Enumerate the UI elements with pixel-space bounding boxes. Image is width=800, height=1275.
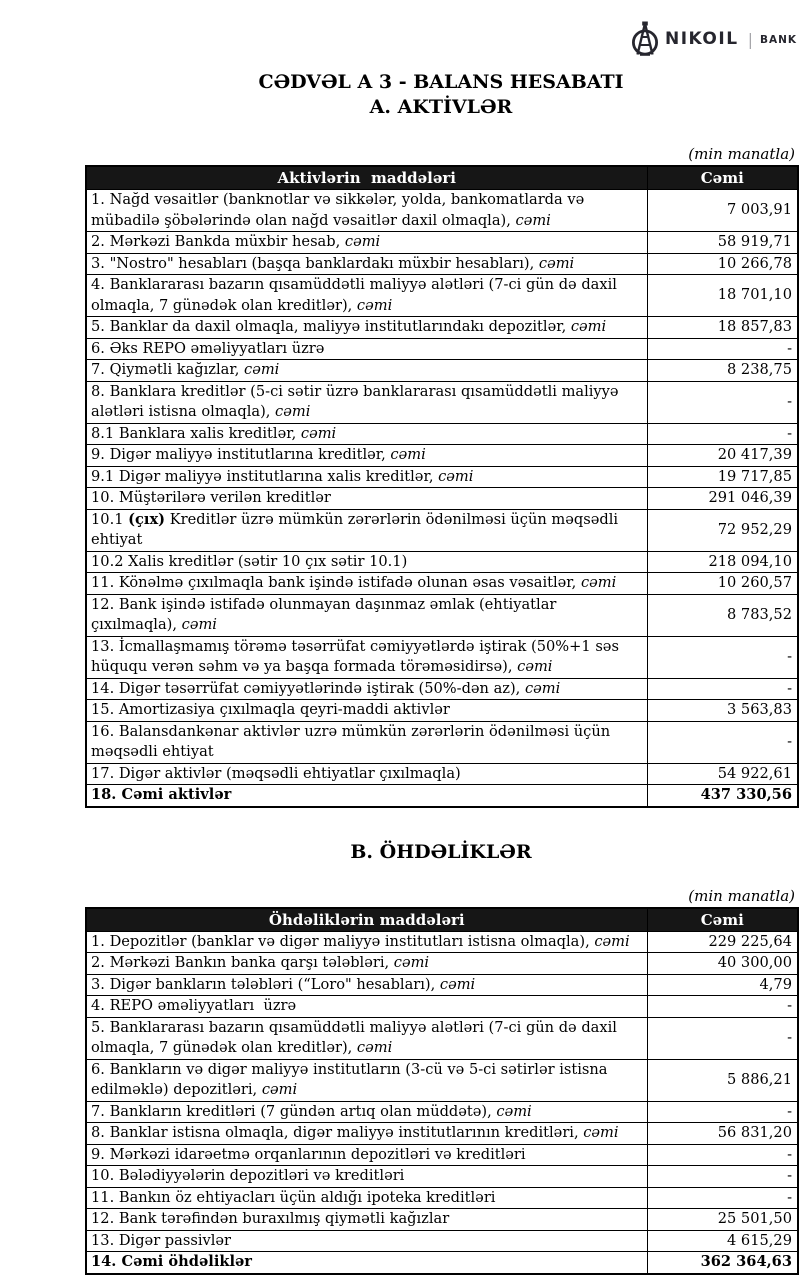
row-label [86, 700, 647, 722]
row-label [86, 253, 647, 275]
row-label-italic-part: cəmi [181, 616, 217, 633]
row-label [86, 1017, 647, 1059]
row-label-text: 9. Mərkəzi idarəetmə orqanlarının depozitləri və kreditləri [91, 1145, 526, 1163]
table-row [86, 721, 798, 763]
row-label [86, 974, 647, 996]
table-row [86, 232, 798, 254]
table-row [86, 1144, 798, 1166]
logo-name: NIKOIL [664, 29, 739, 49]
row-value: 20 417,39 [647, 445, 798, 467]
row-label [86, 573, 647, 595]
liabilities-items-column-header: Öhdəliklərin maddələri [86, 908, 647, 932]
row-label-text: 8.1 Banklara xalis kreditlər, [91, 424, 301, 442]
row-value: 56 831,20 [647, 1123, 798, 1145]
row-label [86, 1123, 647, 1145]
row-label-italic-part: cəmi [496, 1102, 532, 1120]
table-row [86, 509, 798, 551]
table-row [86, 636, 798, 678]
row-label-italic-part: cəmi [275, 403, 311, 420]
table-row [86, 996, 798, 1018]
table-row [86, 1230, 798, 1252]
row-value: - [647, 1017, 798, 1059]
table-row [86, 1123, 798, 1145]
row-label-italic-part: cəmi [517, 658, 553, 675]
row-label [86, 1209, 647, 1231]
row-label [86, 317, 647, 339]
row-label-text: 7. Bankların kreditləri (7 gündən artıq olan müddətə), [91, 1102, 497, 1120]
row-label [86, 1101, 647, 1123]
row-label [86, 360, 647, 382]
row-value: 4 615,29 [647, 1230, 798, 1252]
row-value: 58 919,71 [647, 232, 798, 254]
row-value: - [647, 721, 798, 763]
table-row [86, 317, 798, 339]
row-label-text: 6. Əks REPO əməliyyatları üzrə [91, 339, 325, 357]
row-label [86, 381, 647, 423]
table-row [86, 423, 798, 445]
assets-header-row [86, 166, 798, 190]
table-row [86, 594, 798, 636]
row-label-italic-part: cəmi [583, 1124, 619, 1141]
table-row [86, 573, 798, 595]
assets-table [85, 165, 799, 808]
row-label-italic-part: cəmi [515, 211, 551, 229]
row-label [86, 488, 647, 510]
row-label [86, 636, 647, 678]
logo-row [85, 0, 797, 58]
row-label-text: Kreditlər üzrə mümkün zərərlərin ödənilməsi üçün məqsədli ehtiyat [91, 510, 623, 548]
row-label [86, 953, 647, 975]
logo-separator: | [747, 29, 753, 49]
document-page [85, 0, 797, 1275]
row-label-text: 5. Banklararası bazarın qısamüddətli maliyyə alətləri (7-ci gün də daxil olmaqla, 7 günədək olan kreditlər), [91, 1018, 622, 1056]
table-row [86, 338, 798, 360]
row-label-text: 13. Digər passivlər [91, 1231, 232, 1249]
table-row [86, 785, 798, 807]
row-value: - [647, 1101, 798, 1123]
row-value: - [647, 1144, 798, 1166]
row-label-italic-part: cəmi [524, 679, 561, 697]
row-value: - [647, 423, 798, 445]
section-a-title: A. AKTİVLƏR [369, 96, 513, 118]
oil-derrick-icon [631, 21, 659, 57]
row-label-text: 3. Digər bankların tələbləri (“Loro" hesabları), [91, 975, 440, 993]
row-label-text: 8. Banklara kreditlər (5-ci sətir üzrə banklararası qısamüddətli maliyyə alətləri istisna olmaqla), [91, 382, 624, 420]
row-label-text: 17. Digər aktivlər (məqsədli ehtiyatlar çıxılmaqla) [91, 764, 461, 782]
row-label-text: 11. Bankın öz ehtiyacları üçün aldığı ipoteka kreditləri [91, 1188, 496, 1206]
row-label-italic-part: cəmi [538, 254, 575, 272]
row-value: 437 330,56 [647, 785, 798, 807]
row-label-text: 1. Depozitlər (banklar və digər maliyyə institutları istisna olmaqla), [91, 932, 595, 950]
row-label [86, 423, 647, 445]
row-label-text: 9.1 Digər maliyyə institutlarına xalis kreditlər, [91, 467, 439, 485]
row-label-bold-part: (çıx) [128, 510, 166, 528]
row-value: 218 094,10 [647, 551, 798, 573]
row-value: 19 717,85 [647, 466, 798, 488]
table-row [86, 1059, 798, 1101]
row-label-text: 10. Bələdiyyələrin depozitləri və kreditləri [91, 1167, 405, 1184]
row-label-italic-part: cəmi [300, 424, 337, 442]
row-label-italic-part: cəmi [261, 1081, 298, 1098]
row-value: - [647, 338, 798, 360]
row-label-italic-part: cəmi [356, 1039, 393, 1056]
row-label-text: 12. Bank tərəfindən buraxılmış qiymətli kağızlar [91, 1210, 450, 1227]
row-value: 18 701,10 [647, 275, 798, 317]
report-title: CƏDVƏL A 3 - BALANS HESABATI [258, 71, 624, 93]
table-row [86, 931, 798, 953]
table-row [86, 974, 798, 996]
row-label-italic-part: cəmi [570, 318, 607, 335]
table-row [86, 190, 798, 232]
row-value: 25 501,50 [647, 1209, 798, 1231]
row-label-text: 2. Mərkəzi Bankda müxbir hesab, [91, 233, 345, 250]
row-value: 8 238,75 [647, 360, 798, 382]
row-label-text: 14. Cəmi öhdəliklər [91, 1253, 252, 1270]
row-label [86, 190, 647, 232]
row-label-italic-part: cəmi [244, 361, 280, 378]
row-label-italic-part: cəmi [356, 296, 393, 314]
table-row [86, 1209, 798, 1231]
table-row [86, 445, 798, 467]
row-label [86, 509, 647, 551]
row-label [86, 232, 647, 254]
table-row [86, 953, 798, 975]
row-value: - [647, 678, 798, 700]
currency-note-liabilities: (min manatla) [688, 886, 795, 905]
row-label [86, 996, 647, 1018]
table-row [86, 1101, 798, 1123]
row-label-text: 2. Mərkəzi Bankın banka qarşı tələbləri, [91, 954, 394, 971]
liabilities-header-row [86, 908, 798, 932]
title-block [85, 70, 797, 120]
liabilities-table [85, 907, 799, 1275]
row-value: - [647, 996, 798, 1018]
row-label [86, 1230, 647, 1252]
row-label [86, 1166, 647, 1188]
table-row [86, 360, 798, 382]
row-value: 40 300,00 [647, 953, 798, 975]
row-value: - [647, 636, 798, 678]
row-label-italic-part: cəmi [594, 932, 630, 950]
row-label-text: 13. İcmallaşmamış törəmə təsərrüfat cəmiyyətlərdə iştirak (50%+1 səs hüququ verən səhm və ya başqa formada törəməsidirsə), [91, 637, 624, 675]
row-label-text: 3. "Nostro" hesabları (başqa banklardakı müxbir hesabları), [91, 254, 539, 272]
table-row [86, 1187, 798, 1209]
row-label [86, 1187, 647, 1209]
row-value: 10 260,57 [647, 573, 798, 595]
row-label-text: 4. Banklararası bazarın qısamüddətli maliyyə alətləri (7-ci gün də daxil olmaqla, 7 günədək olan kreditlər), [91, 276, 622, 314]
row-label-text: 11. Könəlmə çıxılmaqla bank işində istifadə olunan əsas vəsaitlər, [91, 574, 581, 591]
row-value: - [647, 1187, 798, 1209]
logo-unit-label: BANK [759, 34, 797, 46]
table-row [86, 275, 798, 317]
row-label-text: 5. Banklar da daxil olmaqla, maliyyə institutlarındakı depozitlər, [91, 318, 571, 335]
assets-total-column-header: Cəmi [647, 166, 798, 190]
table-row [86, 1252, 798, 1274]
row-label-italic-part: cəmi [580, 574, 617, 591]
row-value: - [647, 381, 798, 423]
row-label-italic-part: cəmi [344, 233, 381, 250]
row-label [86, 445, 647, 467]
row-label [86, 721, 647, 763]
row-label [86, 466, 647, 488]
table-row [86, 678, 798, 700]
row-label-text: 1. Nağd vəsaitlər (banknotlar və sikkələr, yolda, bankomatlarda və mübadilə şöbələrində olan nağd vəsaitlər daxil olmaqla), [91, 191, 589, 229]
row-value: 7 003,91 [647, 190, 798, 232]
row-value: 4,79 [647, 974, 798, 996]
row-value: 5 886,21 [647, 1059, 798, 1101]
row-label-text: 10.1 [91, 510, 129, 528]
row-label [86, 275, 647, 317]
row-value: 10 266,78 [647, 253, 798, 275]
row-label-italic-part: cəmi [390, 446, 426, 463]
table-row [86, 381, 798, 423]
row-label [86, 931, 647, 953]
table-row [86, 253, 798, 275]
row-value: 18 857,83 [647, 317, 798, 339]
row-value: 72 952,29 [647, 509, 798, 551]
row-label-text: 8. Banklar istisna olmaqla, digər maliyyə institutlarının kreditləri, [91, 1124, 584, 1141]
assets-items-column-header: Aktivlərin maddələri [86, 166, 647, 190]
row-label-italic-part: cəmi [393, 954, 430, 971]
row-label [86, 594, 647, 636]
liabilities-total-column-header: Cəmi [647, 908, 798, 932]
row-value: 3 563,83 [647, 700, 798, 722]
row-value: - [647, 1166, 798, 1188]
table-row [86, 466, 798, 488]
row-label-italic-part: cəmi [438, 467, 474, 485]
row-label-text: 18. Cəmi aktivlər [91, 786, 232, 803]
row-label-text: 10.2 Xalis kreditlər (sətir 10 çıx sətir 10.1) [91, 552, 408, 570]
table-row [86, 700, 798, 722]
table-row [86, 1017, 798, 1059]
row-label [86, 1144, 647, 1166]
table-row [86, 763, 798, 785]
row-label-text: 9. Digər maliyyə institutlarına kreditlər, [91, 446, 391, 463]
currency-note-assets: (min manatla) [688, 145, 795, 163]
row-label-text: 14. Digər təsərrüfat cəmiyyətlərində iştirak (50%-dən az), [91, 679, 525, 697]
row-label-text: 4. REPO əməliyyatları üzrə [91, 997, 297, 1014]
row-label [86, 763, 647, 785]
table-row [86, 488, 798, 510]
nikoil-logo [631, 21, 797, 57]
row-label-text: 7. Qiymətli kağızlar, [91, 361, 245, 378]
row-label [86, 1252, 647, 1274]
row-value: 362 364,63 [647, 1252, 798, 1274]
row-label-text: 10. Müştərilərə verilən kreditlər [91, 489, 331, 506]
row-label-text: 6. Bankların və digər maliyyə institutların (3-cü və 5-ci sətirlər istisna edilməklə) depozitləri, [91, 1060, 613, 1098]
table-row [86, 1166, 798, 1188]
table-row [86, 551, 798, 573]
section-b-title: B. ÖHDƏLİKLƏR [350, 840, 532, 863]
row-label [86, 551, 647, 573]
row-value: 291 046,39 [647, 488, 798, 510]
row-value: 8 783,52 [647, 594, 798, 636]
row-label [86, 785, 647, 807]
row-value: 54 922,61 [647, 763, 798, 785]
row-value: 229 225,64 [647, 931, 798, 953]
row-label-text: 16. Balansdankənar aktivlər uzrə mümkün zərərlərin ödənilməsi üçün məqsədli ehtiyat [91, 722, 615, 760]
row-label-italic-part: cəmi [439, 975, 476, 993]
row-label [86, 678, 647, 700]
row-label [86, 1059, 647, 1101]
row-label-text: 12. Bank işində istifadə olunmayan daşınmaz əmlak (ehtiyatlar çıxılmaqla), [91, 595, 562, 633]
row-label-text: 15. Amortizasiya çıxılmaqla qeyri-maddi aktivlər [91, 701, 450, 718]
row-label [86, 338, 647, 360]
